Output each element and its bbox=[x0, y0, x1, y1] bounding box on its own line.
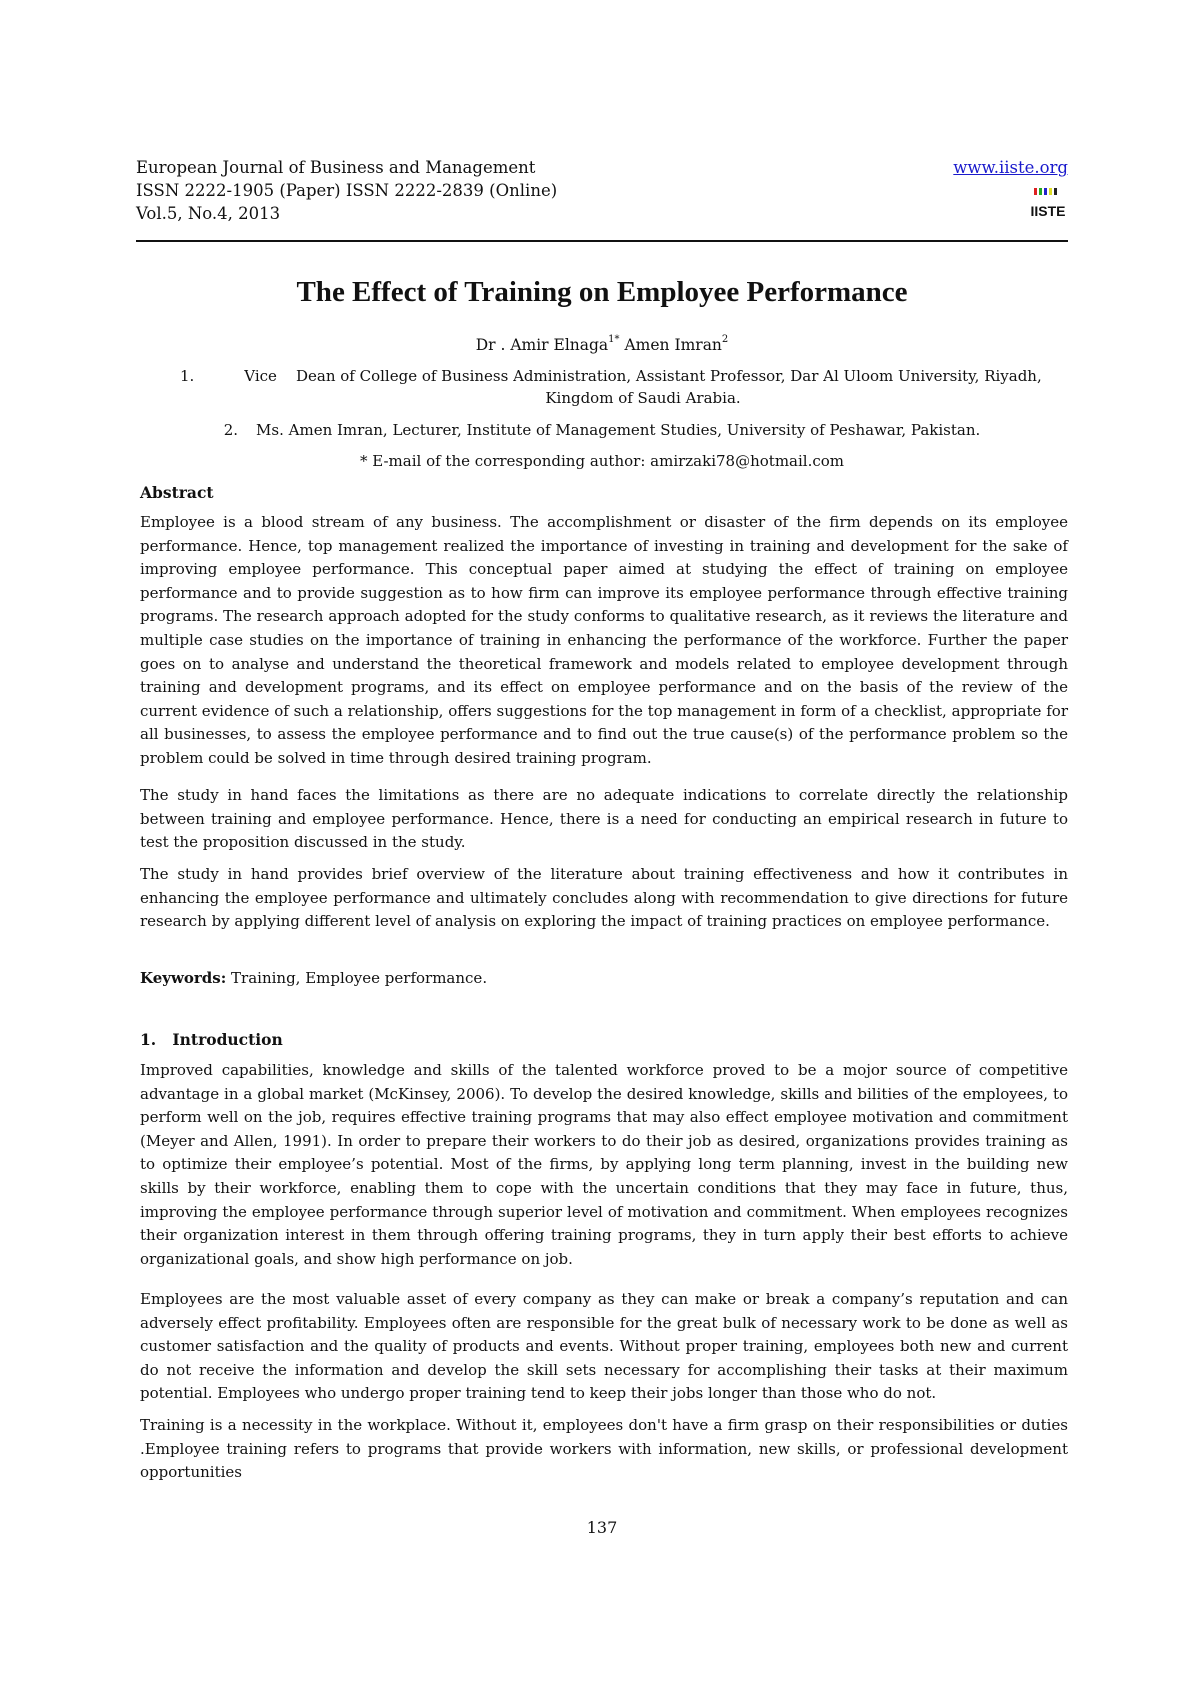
author-line bbox=[136, 329, 1068, 356]
author-2-sup: 2 bbox=[721, 334, 729, 345]
affiliation-1 bbox=[136, 365, 1068, 409]
author-2: Amen Imran bbox=[624, 336, 722, 354]
affiliation-2-number: 2. bbox=[223, 421, 239, 439]
affiliation-1-number: 1. bbox=[180, 367, 195, 385]
volume-line: Vol.5, No.4, 2013 bbox=[136, 204, 281, 223]
issn-line: ISSN 2222-1905 (Paper) ISSN 2222-2839 (Online) bbox=[136, 181, 558, 200]
page-number: 137 bbox=[586, 1518, 618, 1537]
header-rule bbox=[136, 240, 1068, 242]
website-link[interactable]: www.iiste.org bbox=[953, 158, 1068, 177]
abstract-paragraph-3: The study in hand provides brief overview of the literature about training effectiveness and how it contributes in enhancing the employee performance and ultimately concludes along with recommendation to give directions for future research by applying different level of analysis on exploring the impact of training practices on employee performance. bbox=[140, 865, 1068, 931]
corresponding-email: * E-mail of the corresponding author: amirzaki78@hotmail.com bbox=[359, 452, 845, 470]
intro-number: 1. bbox=[140, 1030, 157, 1049]
intro-paragraph-3: Training is a necessity in the workplace. Without it, employees don't have a firm grasp on their responsibilities or duties .Employee training refers to programs that provide workers with information, new skills, or professional development opportunities bbox=[140, 1416, 1068, 1482]
keywords-text: Training, Employee performance. bbox=[226, 969, 488, 987]
abstract-paragraph-1: Employee is a blood stream of any business. The accomplishment or disaster of the firm depends on its employee performance. Hence, top management realized the importance of investing in training and development for the sake of improving employee performance. This conceptual paper aimed at studying the effect of training on employee performance and to provide suggestion as to how firm can improve its employee performance through effective training programs. The research approach adopted for the study conforms to qualitative research, as it reviews the literature and multiple case studies on the importance of training in enhancing the performance of the workforce. Further the paper goes on to analyse and understand the theoretical framework and models related to employee development through training and development programs, and its effect on employee performance and on the basis of the review of the current evidence of such a relationship, offers suggestions for the top management in form of a checklist, appropriate for all businesses, to assess the employee performance and to find out the true cause(s) of the performance problem so the problem could be solved in time through desired training program. bbox=[140, 513, 1068, 767]
keywords-label: Keywords: bbox=[140, 969, 227, 987]
affiliation-2 bbox=[136, 419, 1068, 441]
paper-title: The Effect of Training on Employee Performance bbox=[296, 276, 908, 308]
intro-heading bbox=[140, 1029, 283, 1051]
author-1: Dr . Amir Elnaga bbox=[475, 336, 609, 354]
journal-name: European Journal of Business and Management bbox=[136, 158, 536, 177]
abstract-paragraph-2: The study in hand faces the limitations as there are no adequate indications to correlate directly the relationship between training and employee performance. Hence, there is a need for conducting an empirical research in future to test the proposition discussed in the study. bbox=[140, 786, 1068, 852]
keywords-line bbox=[140, 967, 1068, 991]
abstract-heading: Abstract bbox=[140, 483, 214, 502]
author-1-sup: 1* bbox=[608, 334, 620, 345]
intro-paragraph-2: Employees are the most valuable asset of every company as they can make or break a company’s reputation and can adversely effect profitability. Employees often are responsible for the great bulk of necessary work to be done as well as customer satisfaction and the quality of products and events. Without proper training, employees both new and current do not receive the information and develop the skill sets necessary for accomplishing their tasks at their maximum potential. Employees who undergo proper training tend to keep their jobs longer than those who do not. bbox=[140, 1290, 1068, 1403]
intro-paragraph-1: Improved capabilities, knowledge and skills of the talented workforce proved to be a mojor source of competitive advantage in a global market (McKinsey, 2006). To develop the desired knowledge, skills and bilities of the employees, to perform well on the job, requires effective training programs that may also effect employee motivation and commitment (Meyer and Allen, 1991). In order to prepare their workers to do their job as desired, organizations provides training as to optimize their employee’s potential. Most of the firms, by applying long term planning, invest in the building new skills by their workforce, enabling them to cope with the uncertain conditions that they may face in future, thus, improving the employee performance through superior level of motivation and commitment. When employees recognizes their organization interest in them through offering training programs, they in turn apply their best efforts to achieve organizational goals, and show high performance on job. bbox=[140, 1061, 1068, 1268]
journal-header bbox=[136, 156, 1068, 225]
affiliation-1-text: Vice Dean of College of Business Administration, Assistant Professor, Dar Al Uloom University, Riyadh, Kingdom of Saudi Arabia. bbox=[244, 367, 1042, 407]
iiste-logo bbox=[1028, 186, 1068, 226]
logo-text: IISTE bbox=[1030, 203, 1066, 219]
affiliation-2-text: Ms. Amen Imran, Lecturer, Institute of Management Studies, University of Peshawar, Pakistan. bbox=[256, 421, 981, 439]
intro-title: Introduction bbox=[172, 1030, 283, 1049]
